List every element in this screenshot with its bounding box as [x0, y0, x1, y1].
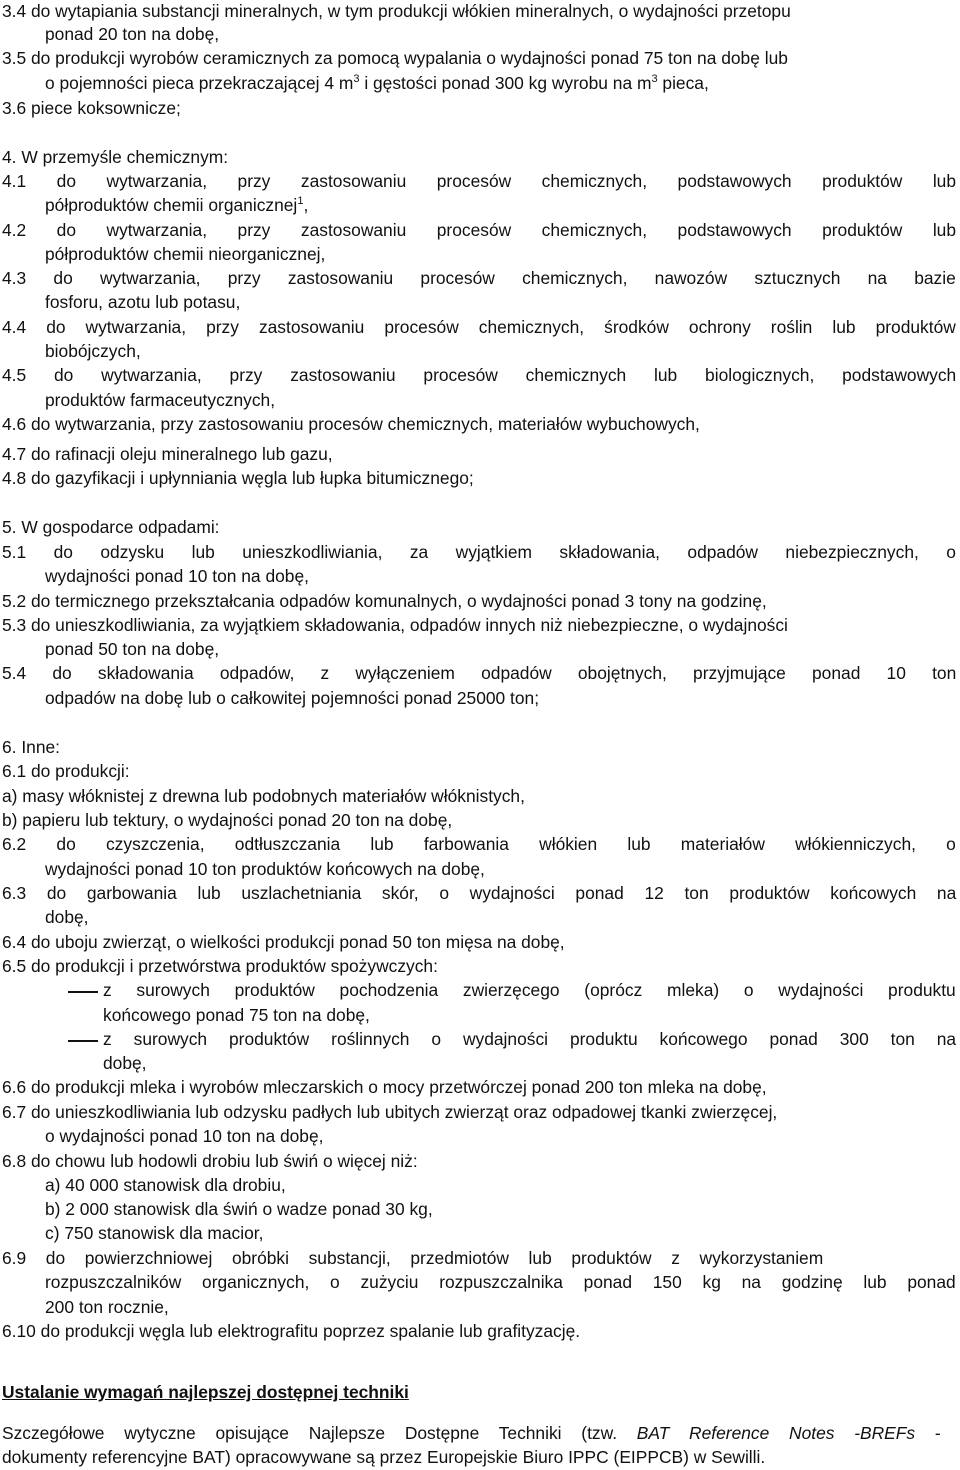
- item-5-4-line1: 5.4 do składowania odpadów, z wyłączeniem odpadów obojętnych, przyjmujące ponad 10 ton: [2, 663, 957, 683]
- item-6-5: 6.5 do produkcji i przetwórstwa produktów spożywczych:: [2, 956, 438, 976]
- item-6-3-line2: dobę,: [45, 907, 89, 927]
- item-6-5-dash2-line1: z surowych produktów roślinnych o wydajności produktu końcowego ponad 300 ton na: [103, 1029, 957, 1049]
- item-6-9-line1: 6.9 do powierzchniowej obróbki substancji, przedmiotów lub produktów z wykorzystaniem: [2, 1248, 824, 1268]
- item-6-2-line1: 6.2 do czyszczenia, odtłuszczania lub farbowania włókien lub materiałów włókienniczych, o: [2, 834, 956, 854]
- section-6-title: 6. Inne:: [2, 737, 61, 757]
- item-4-8: 4.8 do gazyfikacji i upłynniania węgla lub łupka bitumicznego;: [2, 468, 474, 488]
- item-6-8: 6.8 do chowu lub hodowli drobiu lub świń o więcej niż:: [2, 1151, 418, 1171]
- bat-heading: Ustalanie wymagań najlepszej dostępnej techniki: [2, 1382, 409, 1402]
- item-5-4-line2: odpadów na dobę lub o całkowitej pojemności ponad 25000 ton;: [45, 688, 540, 708]
- item-5-2: 5.2 do termicznego przekształcania odpadów komunalnych, o wydajności ponad 3 tony na godzinę,: [2, 591, 767, 611]
- item-4-1-line1: 4.1 do wytwarzania, przy zastosowaniu procesów chemicznych, podstawowych produktów lub: [2, 171, 957, 191]
- dash-bullet: [68, 1040, 98, 1042]
- item-6-3-line1: 6.3 do garbowania lub uszlachetniania skór, o wydajności ponad 12 ton produktów końcowych na: [2, 883, 957, 903]
- item-6-2-line2: wydajności ponad 10 ton produktów końcowych na dobę,: [45, 859, 485, 879]
- item-6-5-dash1-line2: końcowego ponad 75 ton na dobę,: [103, 1005, 370, 1025]
- item-5-3-line2: ponad 50 ton na dobę,: [45, 639, 220, 659]
- bat-paragraph-line2: dokumenty referencyjne BAT) opracowywane są przez Europejskie Biuro IPPC (EIPPCB) w Sewilli.: [2, 1447, 766, 1467]
- item-4-4-line1: 4.4 do wytwarzania, przy zastosowaniu procesów chemicznych, środków ochrony roślin lub produktów: [2, 317, 956, 337]
- item-6-8-a: a) 40 000 stanowisk dla drobiu,: [45, 1175, 286, 1195]
- item-6-6: 6.6 do produkcji mleka i wyrobów mleczarskich o mocy przetwórczej ponad 200 ton mleka na dobę,: [2, 1077, 767, 1097]
- item-6-8-c: c) 750 stanowisk dla macior,: [45, 1223, 264, 1243]
- section-5-title: 5. W gospodarce odpadami:: [2, 517, 220, 537]
- item-6-1-b: b) papieru lub tektury, o wydajności ponad 20 ton na dobę,: [2, 810, 453, 830]
- item-3-6: 3.6 piece koksownicze;: [2, 98, 181, 118]
- item-5-1-line2: wydajności ponad 10 ton na dobę,: [45, 566, 309, 586]
- item-4-4-line2: biobójczych,: [45, 341, 141, 361]
- item-6-1-a: a) masy włóknistej z drewna lub podobnych materiałów włóknistych,: [2, 786, 525, 806]
- item-6-7-line2: o wydajności ponad 10 ton na dobę,: [45, 1126, 324, 1146]
- item-5-3-line1: 5.3 do unieszkodliwiania, za wyjątkiem składowania, odpadów innych niż niebezpieczne, o wydajności: [2, 615, 788, 635]
- item-4-5-line1: 4.5 do wytwarzania, przy zastosowaniu procesów chemicznych lub biologicznych, podstawowych: [2, 365, 957, 385]
- item-6-10: 6.10 do produkcji węgla lub elektrografitu poprzez spalanie lub grafityzację.: [2, 1321, 581, 1341]
- item-6-9-line2: rozpuszczalników organicznych, o zużyciu rozpuszczalnika ponad 150 kg na godzinę lub ponad: [45, 1272, 956, 1292]
- item-4-6: 4.6 do wytwarzania, przy zastosowaniu procesów chemicznych, materiałów wybuchowych,: [2, 414, 700, 434]
- dash-bullet: [68, 991, 98, 993]
- footnote-ref: 1: [297, 195, 304, 208]
- item-6-8-b: b) 2 000 stanowisk dla świń o wadze ponad 30 kg,: [45, 1199, 433, 1219]
- item-6-5-dash1-line1: z surowych produktów pochodzenia zwierzęcego (oprócz mleka) o wydajności produktu: [103, 980, 956, 1000]
- item-4-7: 4.7 do rafinacji oleju mineralnego lub gazu,: [2, 444, 333, 464]
- item-3-5-line1: 3.5 do produkcji wyrobów ceramicznych za pomocą wypalania o wydajności ponad 75 ton na dobę lub: [2, 48, 788, 68]
- item-4-2-line1: 4.2 do wytwarzania, przy zastosowaniu procesów chemicznych, podstawowych produktów lub: [2, 220, 957, 240]
- item-6-4: 6.4 do uboju zwierząt, o wielkości produkcji ponad 50 ton mięsa na dobę,: [2, 932, 565, 952]
- item-3-4-line2: ponad 20 ton na dobę,: [45, 24, 220, 44]
- bat-paragraph-line1: Szczegółowe wytyczne opisujące Najlepsze Dostępne Techniki (tzw. BAT Reference Notes -BREFs -: [2, 1423, 941, 1443]
- superscript: 3: [353, 73, 360, 86]
- item-4-3-line1: 4.3 do wytwarzania, przy zastosowaniu procesów chemicznych, nawozów sztucznych na bazie: [2, 268, 956, 288]
- item-3-5-line2: o pojemności pieca przekraczającej 4 $m^3$ i gęstości ponad 300 kg wyrobu na $m^3$ pieca,: [45, 73, 709, 93]
- superscript: 3: [651, 73, 658, 86]
- item-6-9-line3: 200 ton rocznie,: [45, 1297, 169, 1317]
- item-6-7-line1: 6.7 do unieszkodliwiania lub odzysku padłych lub ubitych zwierząt oraz odpadowej tkanki zwierzęcej,: [2, 1102, 778, 1122]
- section-4-title: 4. W przemyśle chemicznym:: [2, 147, 229, 167]
- item-4-3-line2: fosforu, azotu lub potasu,: [45, 292, 241, 312]
- item-4-2-line2: półproduktów chemii nieorganicznej,: [45, 244, 326, 264]
- item-3-4-line1: 3.4 do wytapiania substancji mineralnych, w tym produkcji włókien mineralnych, o wydajności przetopu: [2, 1, 791, 21]
- item-6-1: 6.1 do produkcji:: [2, 761, 130, 781]
- item-4-5-line2: produktów farmaceutycznych,: [45, 390, 276, 410]
- bat-italic-term: BAT Reference Notes -BREFs: [636, 1423, 916, 1443]
- item-4-1-line2: półproduktów chemii organicznej$^1$,: [45, 195, 309, 215]
- item-6-5-dash2-line2: dobę,: [103, 1053, 147, 1073]
- item-5-1-line1: 5.1 do odzysku lub unieszkodliwiania, za wyjątkiem składowania, odpadów niebezpiecznych, o: [2, 542, 956, 562]
